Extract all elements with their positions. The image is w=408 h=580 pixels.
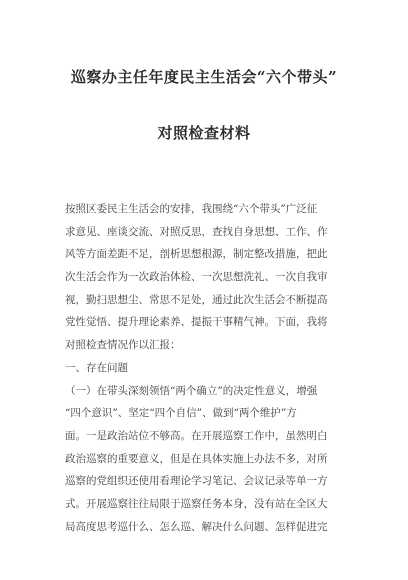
body-line: （一）在带头深刻领悟“两个确立”的决定性意义，增强 [65,384,318,397]
body-line: 局高度思考巡什么、怎么巡、解决什么问题、怎样促进完 [65,520,328,533]
body-line: 次生活会作为一次政治体检、一次思想洗礼、一次自我审 [65,271,328,284]
body-line: 面。一是政治站位不够高。在开展巡察工作中，虽然明白 [65,429,328,442]
body-line: 视，勤扫思想尘、常思不足处，通过此次生活会不断提高 [65,293,328,306]
body-line: “四个意识”、坚定“四个自信”、做到“两个维护”方 [65,407,297,420]
document-subtitle: 对照检查材料 [157,124,251,142]
body-line: 巡察的党组织还使用看理论学习笔记、会议记录等单一方 [65,475,328,488]
body-line: 按照区委民主生活会的安排，我围绕“六个带头”广泛征 [65,203,318,215]
body-line: 式。开展巡察往往局限于巡察任务本身，没有站在全区大 [65,497,328,510]
body-line: 对照检查情况作以汇报： [65,339,181,352]
document-title: 巡察办主任年度民主生活会“六个带头” [70,68,338,86]
body-line: 求意见、座谈交流、对照反思，查找自身思想、工作、作 [65,225,328,238]
document-body [65,198,345,538]
body-line: 党性觉悟、提升理论素养、提振干事精气神。下面，我将 [65,316,328,329]
body-line: 风等方面差距不足，剖析思想根源，制定整改措施，把此 [65,248,328,261]
section-heading: 一、存在问题 [65,361,128,374]
body-line: 政治巡察的重要意义，但是在具体实施上办法不多，对所 [65,452,328,465]
